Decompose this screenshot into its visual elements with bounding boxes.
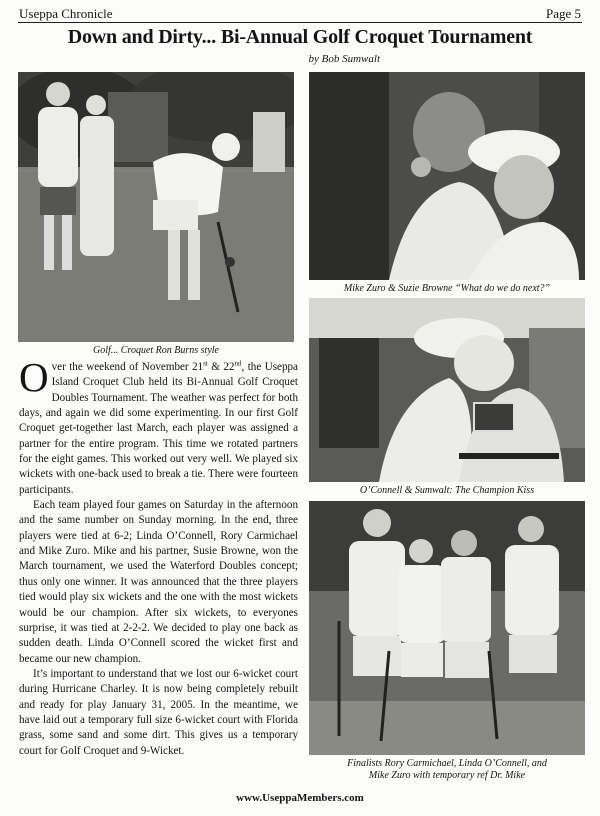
article-paragraph-2: Each team played four games on Saturday in the afternoon and the same number on Sunday morning. In the end, three players were tied at 6-2; Linda O’Connell, Rory Carmichael and Mike Zuro. Mike and his partner, Susie Browne, won the March tournament, we used the Waterford Doubles concept; thus only one winner. It was announced that the three players tied would play six wickets and the one with the most wickets would be our champion. After six wickets, to everyones surprise, it was tied at 2-2-2. We decided to play one back as sudden death. Linda O’Connell scored the wicket first and became our new champion. xyxy=(19,499,298,665)
drop-cap: O xyxy=(19,354,49,400)
article-paragraph-1 xyxy=(19,354,298,498)
photo-golf-croquet xyxy=(18,72,294,342)
article-paragraph-3: It’s important to understand that we lost our 6-wicket court during Hurricane Charley. It is now being completely rebuilt and ready for play January 31, 2005. In the meantime, we have laid out a temporary full size 6-wicket court with Florida grass, some sand and some dirt. This gives us a temporary court for Golf Croquet and 9-Wicket. xyxy=(19,667,298,757)
article-title: Down and Dirty... Bi-Annual Golf Croquet Tournament xyxy=(67,26,533,48)
photo-zuro-browne xyxy=(309,72,585,280)
caption-photo-4-line1: Finalists Rory Carmichael, Linda O’Connell, and xyxy=(347,758,547,769)
page-number: Page 5 xyxy=(545,6,581,21)
article-byline: by Bob Sumwalt xyxy=(308,53,380,65)
footer-url: www.UseppaMembers.com xyxy=(236,792,364,804)
sup-st: st xyxy=(203,359,208,368)
paragraph-1-part-b: & 22 xyxy=(207,361,235,373)
caption-photo-1: Golf... Croquet Ron Burns style xyxy=(92,345,219,356)
publication-name: Useppa Chronicle xyxy=(19,6,113,21)
caption-photo-3: O’Connell & Sumwalt: The Champion Kiss xyxy=(359,485,535,496)
caption-photo-4-line2: Mike Zuro with temporary ref Dr. Mike xyxy=(368,770,526,781)
caption-photo-4 xyxy=(309,758,585,782)
article-body xyxy=(19,354,298,759)
sup-nd: nd xyxy=(234,359,242,368)
caption-photo-2: Mike Zuro & Suzie Browne “What do we do next?” xyxy=(343,283,551,294)
paragraph-1-part-a: ver the weekend of November 21 xyxy=(51,361,204,373)
photo-champion-kiss xyxy=(309,298,585,482)
header-rule xyxy=(18,22,582,23)
photo-finalists xyxy=(309,501,585,755)
paragraph-1-part-c: , the Useppa Island Croquet Club held its Bi-Annual Golf Croquet Doubles Tournament. The weather was perfect for both days, and again we did some experimenting. In our first Golf Croquet get-together last March, each player was assigned a partner for the entire program. This time we rotated partners for the eight games. This worked out very well. We played six wickets with one-back used to break a tie. There were fourteen participants. xyxy=(19,361,298,496)
